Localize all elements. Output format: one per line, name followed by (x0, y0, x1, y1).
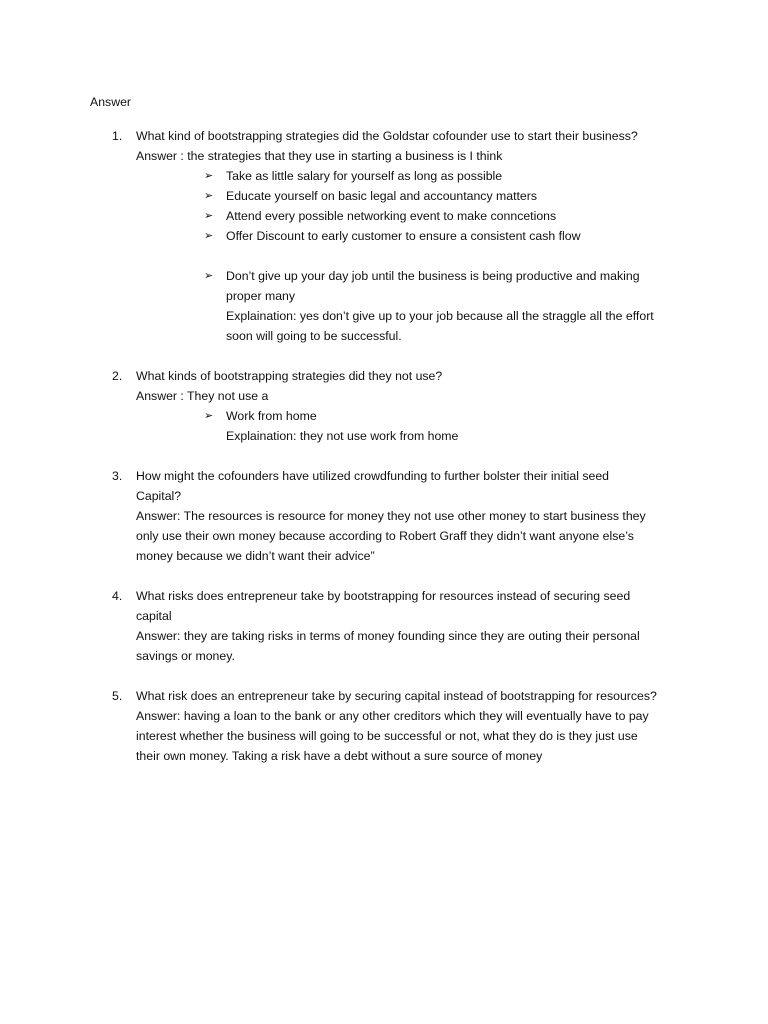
answer-5-line-3: their own money. Taking a risk have a debt without a sure source of money (136, 749, 543, 763)
arrow-bullet-icon: ➢ (204, 410, 214, 422)
answer-1-intro: Answer : the strategies that they use in starting a business is I think (136, 149, 503, 163)
answer-5-line-1: Answer: having a loan to the bank or any other creditors which they will eventually have to pay (136, 709, 649, 723)
question-number-1: 1. (112, 129, 123, 143)
answer-4-line-1: Answer: they are taking risks in terms of money founding since they are outing their personal (136, 629, 640, 643)
arrow-bullet-icon: ➢ (204, 230, 214, 242)
answer-2-intro: Answer : They not use a (136, 389, 269, 403)
answer-3-line-3: money because we didn’t want their advice” (136, 549, 375, 563)
arrow-bullet-icon: ➢ (204, 210, 214, 222)
answer-1-bullet-5-line-1: Don’t give up your day job until the business is being productive and making (226, 269, 640, 283)
answer-4-line-2: savings or money. (136, 649, 235, 663)
question-5-text: What risk does an entrepreneur take by securing capital instead of bootstrapping for resources? (136, 689, 657, 703)
question-4-line-2: capital (136, 609, 172, 623)
question-4-line-1: What risks does entrepreneur take by bootstrapping for resources instead of securing seed (136, 589, 631, 603)
question-3-line-2: Capital? (136, 489, 182, 503)
answer-1-explanation-line-2: soon will going to be successful. (226, 329, 402, 343)
answer-3-line-1: Answer: The resources is resource for money they not use other money to start business they (136, 509, 646, 523)
answer-1-bullet-5-line-2: proper many (226, 289, 296, 303)
answer-1-bullet-1: Take as little salary for yourself as long as possible (226, 169, 503, 183)
question-number-5: 5. (112, 689, 123, 703)
answer-1-explanation-line-1: Explaination: yes don’t give up to your job because all the straggle all the effort (226, 309, 654, 323)
question-1-text: What kind of bootstrapping strategies did the Goldstar cofounder use to start their business? (136, 129, 638, 143)
page-heading: Answer (90, 95, 132, 109)
answer-5-line-2: interest whether the business will going to be successful or not, what they do is they just use (136, 729, 638, 743)
answer-1-bullet-4: Offer Discount to early customer to ensure a consistent cash flow (226, 229, 581, 243)
answer-1-bullet-3: Attend every possible networking event to make conncetions (226, 209, 557, 223)
question-number-4: 4. (112, 589, 123, 603)
answer-2-explanation: Explaination: they not use work from home (226, 429, 459, 443)
arrow-bullet-icon: ➢ (204, 170, 214, 182)
arrow-bullet-icon: ➢ (204, 270, 214, 282)
answer-2-bullet: Work from home (226, 409, 317, 423)
answer-1-bullet-2: Educate yourself on basic legal and accountancy matters (226, 189, 538, 203)
question-2-text: What kinds of bootstrapping strategies did they not use? (136, 369, 443, 383)
question-3-line-1: How might the cofounders have utilized crowdfunding to further bolster their initial seed (136, 469, 610, 483)
question-number-3: 3. (112, 469, 123, 483)
answer-3-line-2: only use their own money because according to Robert Graff they didn’t want anyone else’s (136, 529, 634, 543)
question-number-2: 2. (112, 369, 123, 383)
arrow-bullet-icon: ➢ (204, 190, 214, 202)
